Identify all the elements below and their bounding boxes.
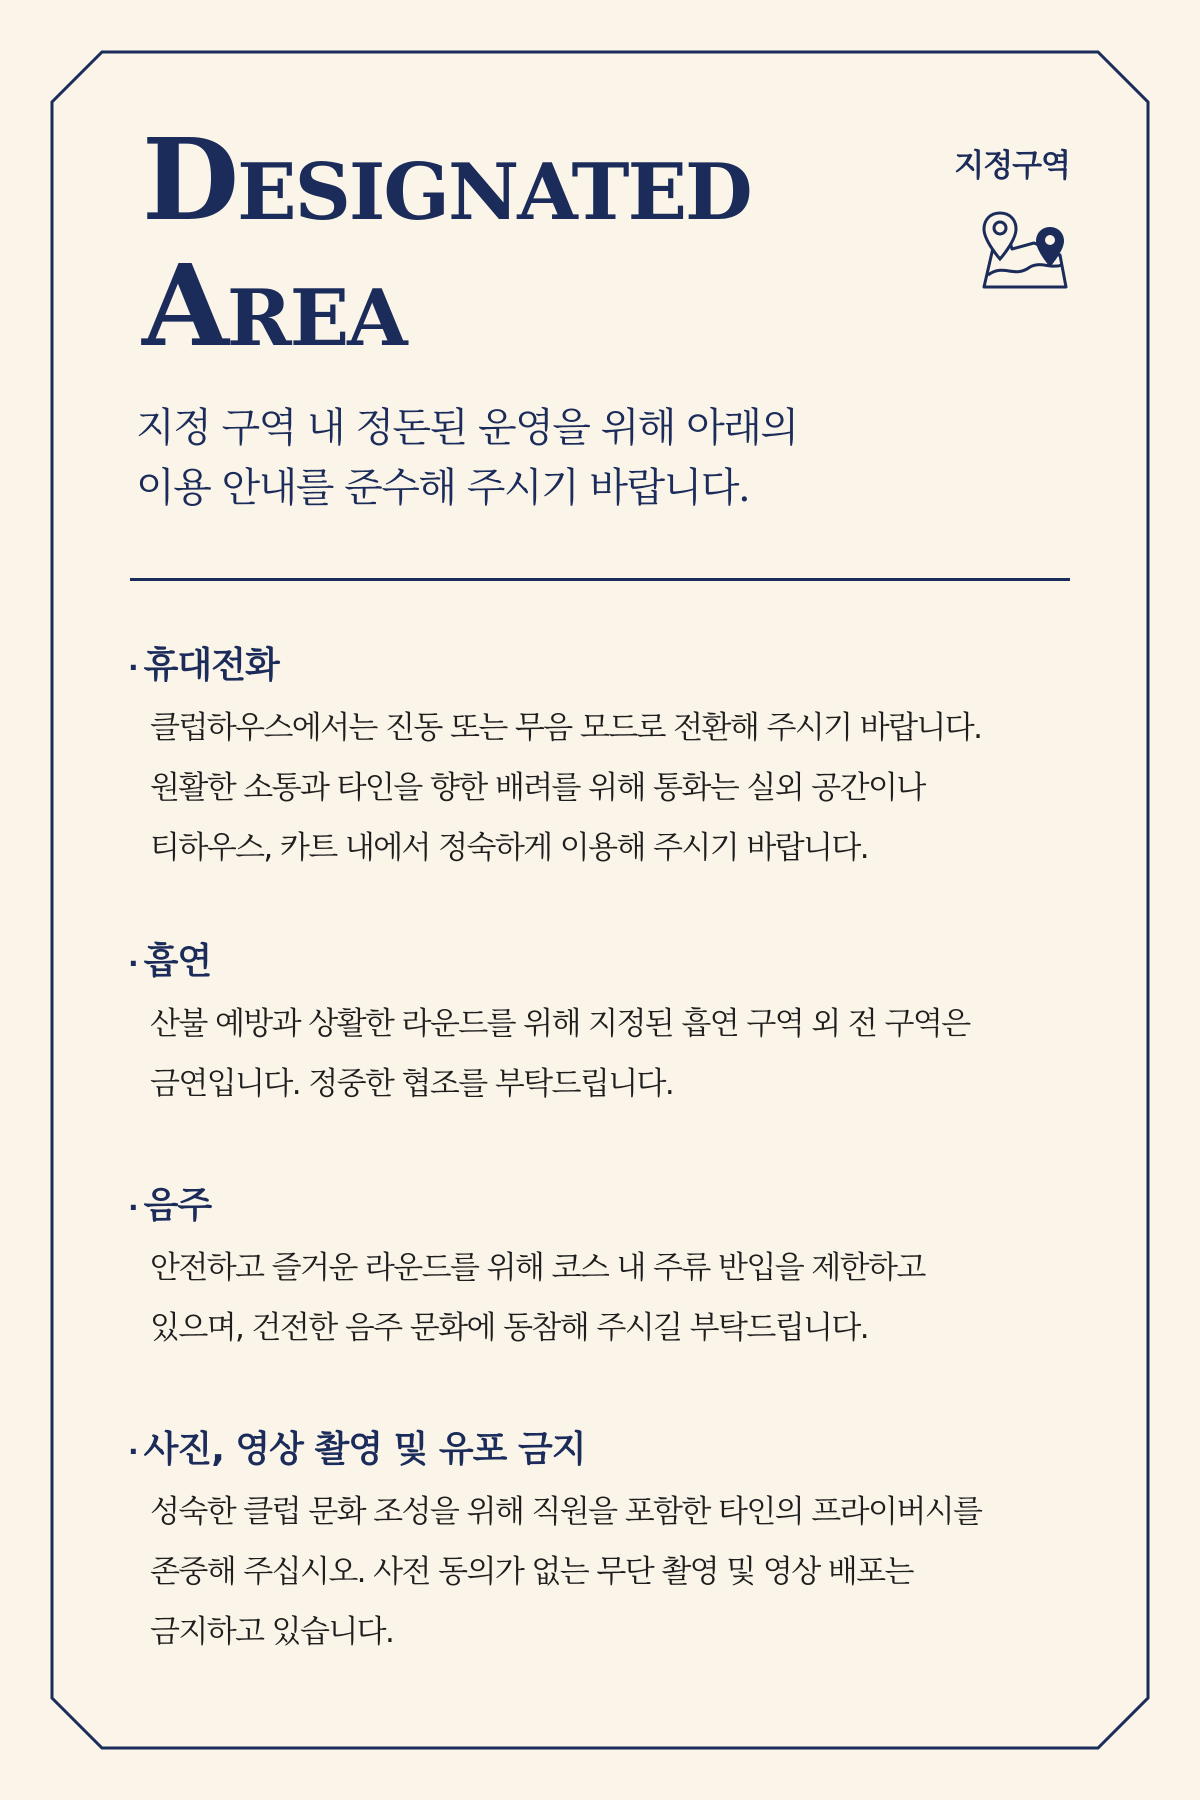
section-heading	[128, 1176, 1088, 1238]
section-title: 음주	[143, 1185, 212, 1226]
bullet: ·	[128, 1435, 138, 1468]
body-line: 안전하고 즐거운 라운드를 위해 코스 내 주류 반입을 제한하고	[150, 1250, 925, 1286]
section-photo-video	[128, 1420, 1088, 1662]
section-body	[150, 994, 1088, 1114]
section-heading	[128, 932, 1088, 994]
intro-line-1: 지정 구역 내 정돈된 운영을 위해 아래의	[136, 405, 798, 451]
section-heading	[128, 636, 1088, 698]
body-line: 금연입니다. 정중한 협조를 부탁드립니다.	[150, 1066, 674, 1102]
title-line-1: Designated	[142, 115, 751, 246]
body-line: 성숙한 클럽 문화 조성을 위해 직원을 포함한 타인의 프라이버시를	[150, 1494, 982, 1530]
section-body	[150, 1238, 1088, 1358]
body-line: 존중해 주십시오. 사전 동의가 없는 무단 촬영 및 영상 배포는	[150, 1554, 913, 1590]
body-line: 금지하고 있습니다.	[150, 1614, 394, 1650]
body-line: 클럽하우스에서는 진동 또는 무음 모드로 전환해 주시기 바랍니다.	[150, 710, 982, 746]
title-line-2: Area	[142, 241, 406, 372]
bullet: ·	[128, 1191, 138, 1224]
section-smoking	[128, 932, 1088, 1114]
body-line: 원활한 소통과 타인을 향한 배려를 위해 통화는 실외 공간이나	[150, 770, 925, 806]
body-line: 티하우스, 카트 내에서 정숙하게 이용해 주시기 바랍니다.	[150, 830, 868, 866]
section-drinking	[128, 1176, 1088, 1358]
section-body	[150, 698, 1088, 878]
section-mobile-phone	[128, 636, 1088, 878]
intro-text	[136, 398, 1036, 518]
bullet: ·	[128, 651, 138, 684]
page-title	[142, 115, 751, 372]
section-heading	[128, 1420, 1088, 1482]
bullet: ·	[128, 947, 138, 980]
section-body	[150, 1482, 1088, 1662]
map-pin-icon	[974, 209, 1070, 291]
intro-line-2: 이용 안내를 준수해 주시기 바랍니다.	[136, 465, 750, 511]
body-line: 있으며, 건전한 음주 문화에 동참해 주시길 부탁드립니다.	[150, 1310, 868, 1346]
section-title: 사진, 영상 촬영 및 유포 금지	[143, 1429, 586, 1470]
section-title: 흡연	[143, 941, 212, 982]
divider	[130, 578, 1070, 581]
area-badge	[940, 140, 1070, 291]
badge-label: 지정구역	[954, 148, 1070, 184]
body-line: 산불 예방과 상활한 라운드를 위해 지정된 흡연 구역 외 전 구역은	[150, 1006, 970, 1042]
section-title: 휴대전화	[143, 645, 279, 686]
